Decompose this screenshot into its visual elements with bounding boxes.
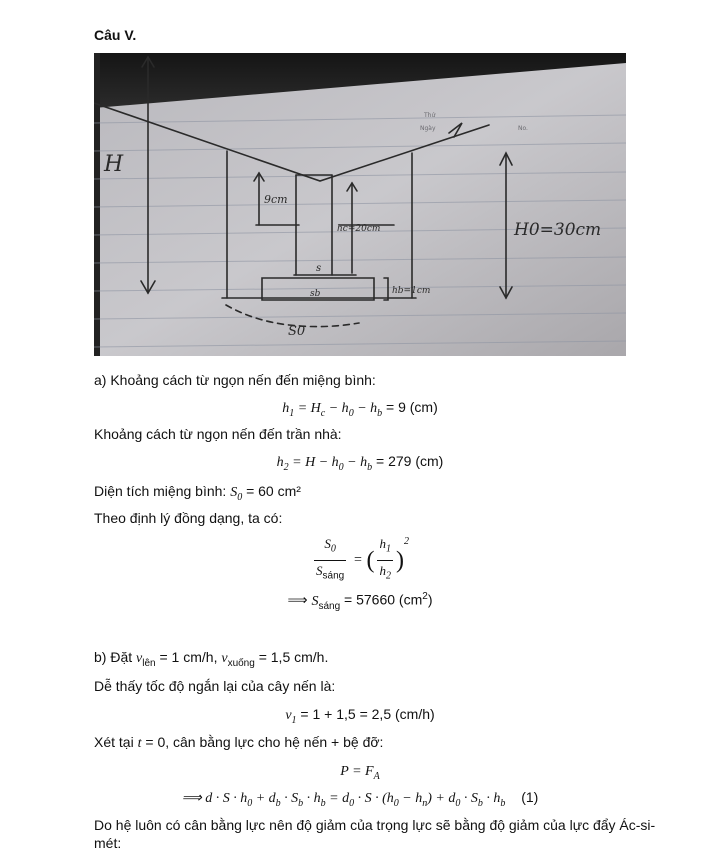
v-xuong-sub: xuống: [227, 657, 255, 669]
part-a-line4: Theo định lý đồng dạng, ta có:: [94, 510, 283, 526]
label-sb: sb: [310, 289, 321, 299]
equation-h1: $h_1 = H_c - h_0 - h_b = 9$ (cm): [282, 399, 438, 419]
part-b-prefix: b) Đặt: [94, 649, 133, 665]
equation-s-sang: ⟹ $S_{sáng} = 57660$ $(cm^2)$: [287, 591, 433, 612]
equation-v1: $v_1 = 1 + 1,5 = 2,5$ (cm/h): [285, 706, 435, 726]
part-a-line3: Diện tích miệng bình: $S_0 = 60$ cm²: [94, 483, 301, 503]
equation-h2-result: = 279 (cm): [376, 453, 444, 469]
part-b-line2: Dễ thấy tốc độ ngắn lại của cây nến là:: [94, 678, 336, 694]
part-b-intro: b) Đặt $v_{lên} = 1$ cm/h, $v_{xuống} = 1,5$ cm/h.: [94, 649, 329, 669]
sketch-drawing: [94, 53, 626, 356]
equation-balance: ⟹ $d \cdot S \cdot h_0 + d_b \cdot S_b \cdot h_b = d_0 \cdot S \cdot (h_0 - h_n) + d_0 \cdot S_b \cdot h_b$ (1): [181, 789, 539, 809]
sang-subscript-2: sáng: [318, 600, 341, 612]
equation-p-fa: $P = F_A$: [340, 764, 380, 782]
equation-similarity: $\frac{S_0}{S_{sáng}}$ = ( $\frac{h_1}{h_2}$ )$^2$: [316, 536, 409, 582]
area-label: Diện tích miệng bình:: [94, 483, 227, 499]
v-len-value: = 1 cm/h,: [159, 649, 218, 665]
part-b-line5: mét:: [94, 835, 122, 851]
equation-h2: $h_2 = H - h_0 - h_b = 279$ (cm): [276, 453, 444, 473]
label-hc: hc=20cm: [337, 224, 381, 234]
equation-balance-label: (1): [521, 789, 539, 805]
equation-v1-value: = 1 + 1,5 = 2,5 (cm/h): [300, 706, 435, 722]
sang-subscript-1: sáng: [322, 570, 345, 582]
s-sang-close: ): [427, 591, 433, 608]
equation-h1-result: = 9 (cm): [386, 399, 438, 415]
notebook-ngay: Ngày: [420, 125, 436, 132]
label-s: s: [316, 263, 322, 274]
label-H0: H0=30cm: [514, 220, 602, 240]
s-sang-value: = 57660 (cm: [344, 591, 423, 608]
part-a-intro: a) Khoảng cách từ ngọn nến đến miệng bình:: [94, 372, 376, 388]
part-b-line3: Xét tại t = 0, cân bằng lực cho hệ nến + bệ đỡ:: [94, 734, 384, 751]
part-b-line3-suffix: = 0, cân bằng lực cho hệ nến + bệ đỡ:: [145, 734, 384, 750]
notebook-no: No.: [518, 125, 528, 132]
part-b-line3-prefix: Xét tại: [94, 734, 134, 750]
label-H: H: [104, 152, 124, 177]
label-S0: S0: [288, 324, 306, 339]
part-b-line4: Do hệ luôn có cân bằng lực nên độ giảm của trọng lực sẽ bằng độ giảm của lực đẩy Ác-si-: [94, 817, 656, 833]
label-hb: hb=1cm: [392, 286, 431, 296]
label-9cm: 9cm: [264, 193, 288, 206]
sketch-photo: [94, 53, 626, 356]
area-value: = 60 cm²: [246, 483, 301, 499]
v-xuong-value: = 1,5 cm/h.: [258, 649, 329, 665]
notebook-tho: Thứ: [424, 112, 436, 119]
v-len-sub: lên: [142, 657, 156, 669]
question-title: Câu V.: [94, 27, 137, 43]
part-a-line2: Khoảng cách từ ngọn nến đến trần nhà:: [94, 426, 342, 442]
